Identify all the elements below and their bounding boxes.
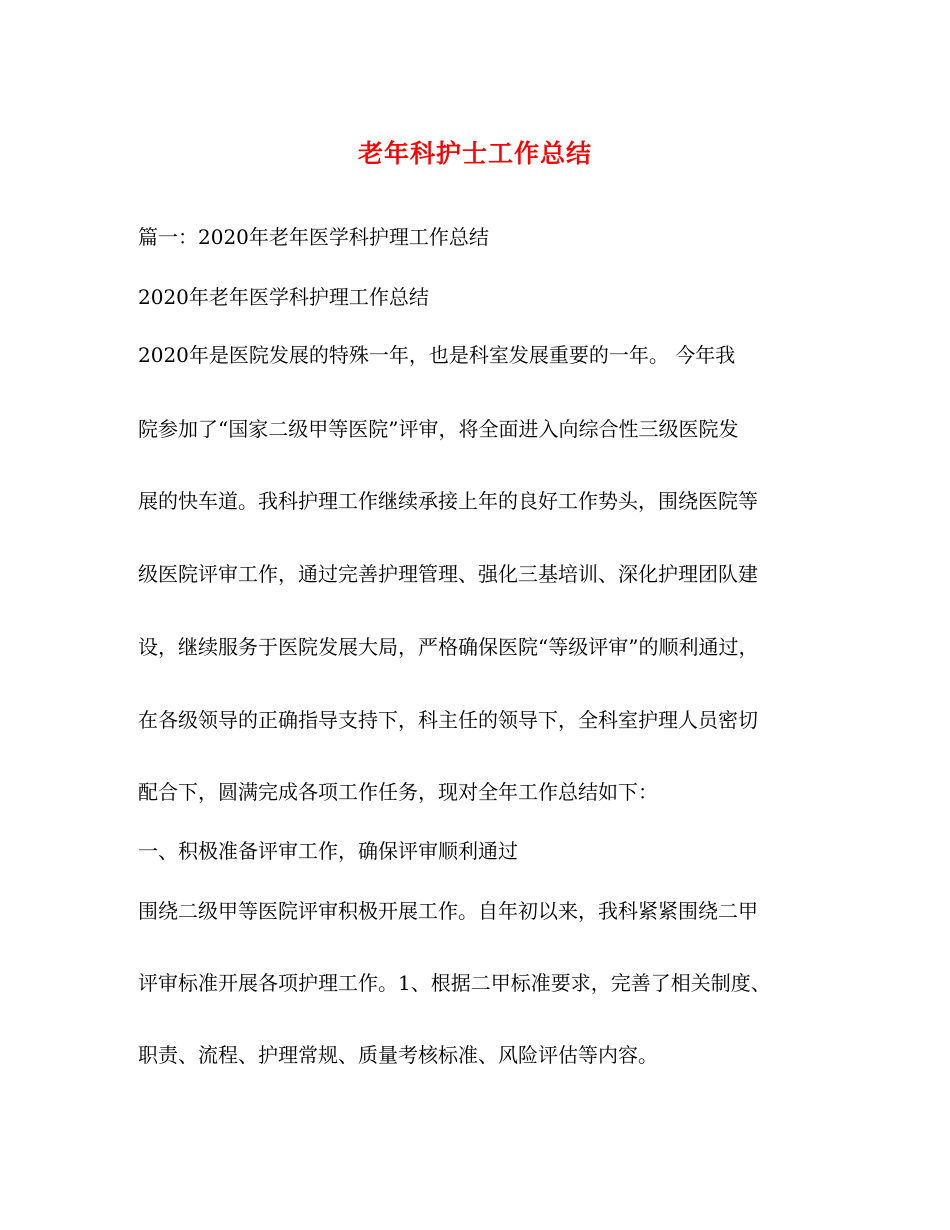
paragraph-line: 篇一：2020年老年医学科护理工作总结 bbox=[138, 225, 489, 249]
paragraph-line: 职责、流程、护理常规、质量考核标准、风险评估等内容。 bbox=[138, 1043, 658, 1067]
section-heading: 一、积极准备评审工作，确保评审顺利通过 bbox=[138, 839, 518, 863]
paragraph-line: 院参加了“国家二级甲等医院”评审，将全面进入向综合性三级医院发 bbox=[138, 417, 739, 441]
paragraph-line: 围绕二级甲等医院评审积极开展工作。自年初以来，我科紧紧围绕二甲 bbox=[138, 899, 758, 923]
document-title: 老年科护士工作总结 bbox=[357, 139, 592, 168]
paragraph-line: 设，继续服务于医院发展大局，严格确保医院“等级评审”的顺利通过， bbox=[138, 635, 759, 659]
paragraph-line: 级医院评审工作，通过完善护理管理、强化三基培训、深化护理团队建 bbox=[138, 562, 758, 586]
paragraph-line: 2020年是医院发展的特殊一年，也是科室发展重要的一年。 今年我 bbox=[138, 343, 736, 367]
paragraph-line: 评审标准开展各项护理工作。1、根据二甲标准要求，完善了相关制度、 bbox=[138, 971, 771, 995]
paragraph-line: 配合下，圆满完成各项工作任务，现对全年工作总结如下： bbox=[138, 780, 658, 804]
paragraph-line: 展的快车道。我科护理工作继续承接上年的良好工作势头，围绕医院等 bbox=[138, 489, 758, 513]
paragraph-line: 在各级领导的正确指导支持下，科主任的领导下，全科室护理人员密切 bbox=[138, 708, 758, 732]
paragraph-line: 2020年老年医学科护理工作总结 bbox=[138, 285, 429, 309]
